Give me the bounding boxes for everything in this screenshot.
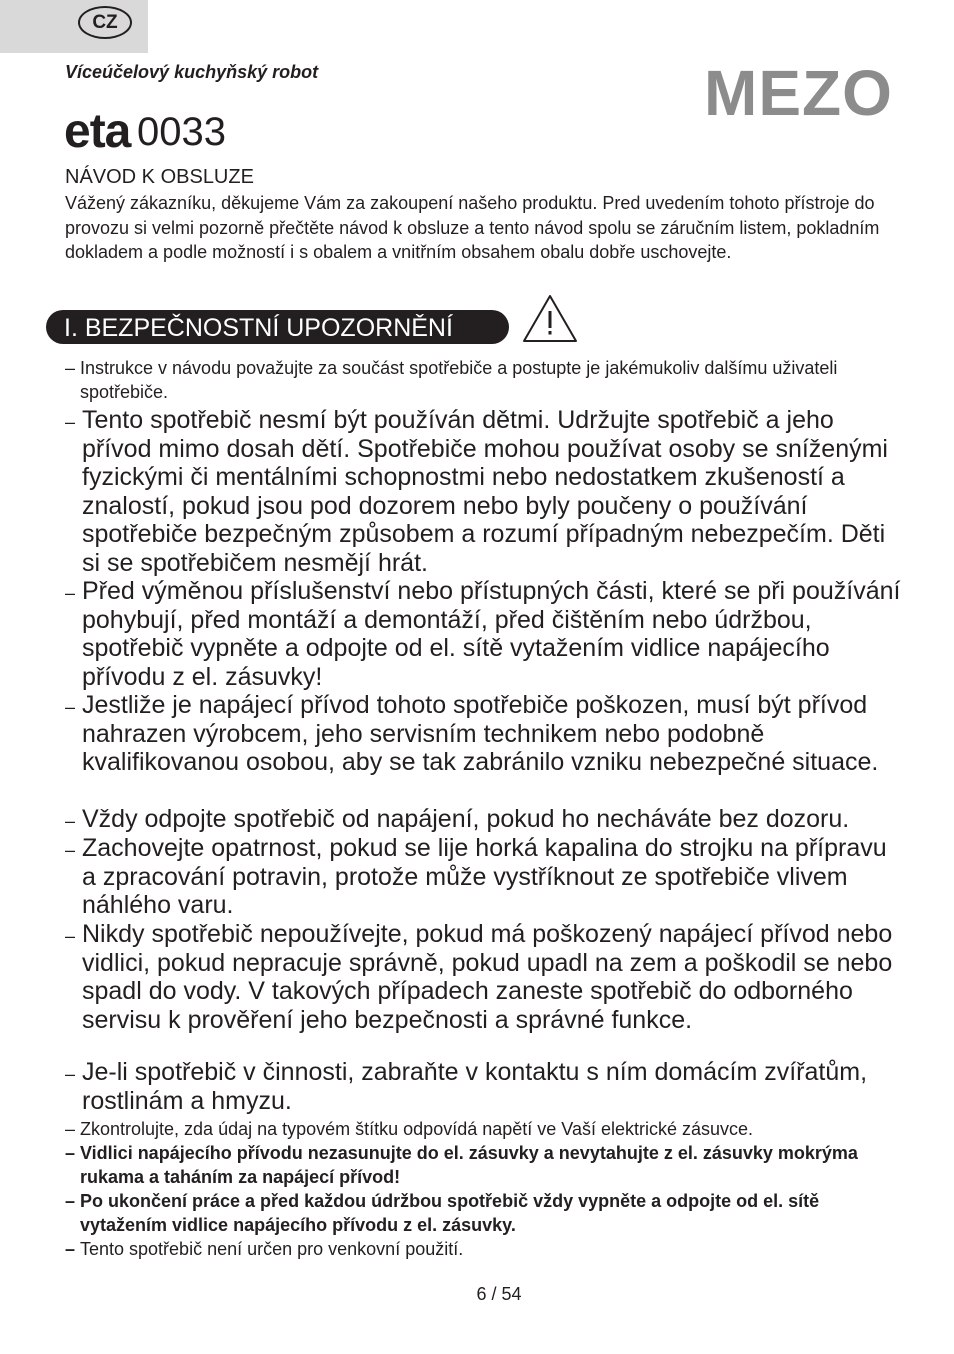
list-dash: – [65,1239,76,1259]
list-item [65,406,905,577]
list-item-text: Před výměnou příslušenství nebo přístupných části, které se při používání pohybují, před montáží a demontáží, před čištěním nebo údržbou, spotřebič vypněte a odpojte od el. sítě vytažením vidlice napájecího přívodu z el. zásuvky! [82,577,901,691]
list-item [65,920,905,1034]
list-dash: – [65,811,76,831]
list-dash: – [65,840,76,860]
list-item-text: Tento spotřebič není určen pro venkovní použití. [80,1239,464,1259]
list-dash: – [65,1143,76,1163]
list-item [65,577,905,691]
language-badge: CZ [78,6,132,39]
list-item-text: Zkontrolujte, zda údaj na typovém štítku odpovídá napětí ve Vaší elektrické zásuvce. [80,1119,754,1139]
list-dash: – [65,1191,76,1211]
brand-name: MEZO [704,57,893,129]
list-item [65,1237,905,1261]
list-item-text: Je-li spotřebič v činnosti, zabraňte v kontaktu s ním domácím zvířatům, rostlinám a hmyzu. [82,1058,868,1115]
list-item-text: Tento spotřebič nesmí být používán dětmi. Udržujte spotřebič a jeho přívod mimo dosah dětí. Spotřebiče mohou používat osoby se sníženými fyzickými či mentálními schopnostmi nebo nedostatkem zkušeností a znalostí, pokud jsou pod dozorem nebo byly poučeny o používání spotřebiče bezpečným způsobem a rozumí případným nebezpečím. Děti si se spotřebičem nesmějí hrát. [82,406,888,577]
list-dash: – [65,1119,76,1139]
page-number: 6 / 54 [476,1284,522,1304]
list-item [65,1058,905,1115]
warning-triangle-icon [522,294,578,344]
model-number: 0033 [137,110,226,154]
list-dash: – [65,1064,76,1084]
manual-title: NÁVOD K OBSLUZE [65,166,254,188]
list-item-text: Po ukončení práce a před každou údržbou spotřebič vždy vypněte a odpojte od el. sítě vytažením vidlice napájecího přívodu z el. zásuvky. [80,1191,820,1235]
list-item [65,356,905,404]
list-item-text: Jestliže je napájecí přívod tohoto spotřebiče poškozen, musí být přívod nahrazen výrobcem, jeho servisním technikem nebo podobně kvalifikovanou osobou, aby se tak zabránilo vzniku nebezpečné situace. [82,691,879,776]
list-item-text: Nikdy spotřebič nepoužívejte, pokud má poškozený napájecí přívod nebo vidlici, pokud nepracuje správně, pokud upadl na zem a poškodil se nebo spadl do vody. V takových případech zaneste spotřebič do odborného servisu k prověření jeho bezpečnosti a správné funkce. [82,920,893,1034]
list-item-text: Instrukce v návodu považujte za součást spotřebiče a postupte je jakémukoliv dalšímu uživateli spotřebiče. [80,358,838,402]
list-dash: – [65,926,76,946]
list-dash: – [65,412,76,432]
intro-paragraph: Vážený zákazníku, děkujeme Vám za zakoupení našeho produktu. Pred uvedením tohoto přístroje do provozu si velmi pozorně přečtěte návod k obsluze a tento návod spolu se záručním listem, pokladním dokladem a podle možností i s obalem a vnitřním obsahem obalu dobře uschovejte. [65,193,880,263]
list-dash: – [65,358,76,378]
list-item [65,691,905,777]
list-item [65,805,945,834]
list-item [65,834,905,920]
list-dash: – [65,697,76,717]
eta-logo: eta [64,105,131,158]
list-item [65,1189,905,1237]
list-item [65,1117,905,1141]
list-item [65,1141,905,1189]
section-title: I. BEZPEČNOSTNÍ UPOZORNĚNÍ [64,314,453,342]
list-item-text: Vždy odpojte spotřebič od napájení, pokud ho necháváte bez dozoru. [82,805,850,833]
list-item-text: Zachovejte opatrnost, pokud se lije horká kapalina do strojku na přípravu a zpracování potravin, protože může vystříknout ze spotřebiče vlivem náhlého varu. [82,834,887,919]
product-subtitle: Víceúčelový kuchyňský robot [65,62,319,82]
list-item-text: Vidlici napájecího přívodu nezasunujte do el. zásuvky a nevytahujte z el. zásuvky mokrýma rukama a taháním za napájecí přívod! [80,1143,858,1187]
list-dash: – [65,583,76,603]
